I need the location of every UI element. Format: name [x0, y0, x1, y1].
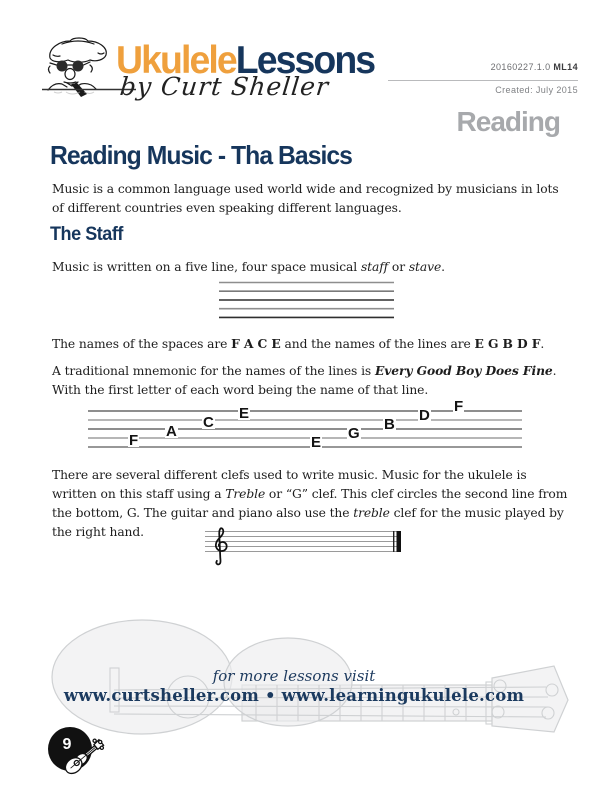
mnemonic-phrase: Every Good Boy Does Fine — [374, 363, 553, 378]
brand-title-first: Ukulele — [116, 39, 236, 82]
names-paragraph — [52, 334, 572, 354]
curtsheller-link[interactable]: www.curtsheller.com — [63, 686, 259, 705]
mnemonic-paragraph — [52, 361, 562, 400]
page-title: Reading Music - Tha Basics — [50, 140, 352, 170]
line-note-letter: E — [311, 434, 322, 451]
document-version — [491, 62, 578, 72]
text-segment: or — [388, 260, 409, 274]
staff-paragraph — [52, 258, 567, 277]
term-staff: staff — [360, 260, 389, 274]
staff-heading: The Staff — [50, 224, 123, 245]
thin-barline — [393, 531, 394, 552]
space-note-letter: A — [166, 423, 177, 440]
line-names: E G B D F — [474, 336, 541, 351]
note-names-staff-figure — [88, 398, 522, 453]
line-note-letter: B — [384, 416, 395, 433]
footer-tagline: for more lessons visit — [212, 667, 376, 685]
term-treble: Treble — [225, 487, 266, 501]
text-segment: Music is written on a five line, four space musical — [52, 260, 361, 274]
text-segment: . — [540, 337, 545, 351]
space-note-letter: E — [239, 405, 250, 422]
page-number: 9 — [62, 736, 72, 753]
intro-paragraph: Music is a common language used world wide and recognized by musicians in lots of different countries even speaking different languages. — [52, 182, 559, 215]
brand-byline: by Curt Sheller — [118, 72, 331, 101]
term-treble-lower: treble — [353, 506, 390, 520]
text-segment: There are several different clefs used to write music. Music for the ukulele is written on this staff using a — [52, 468, 527, 501]
text-segment: . With the first letter of each word being the name of that line. — [52, 364, 557, 397]
space-note-letter: C — [203, 414, 214, 431]
brand-title-second: Lessons — [235, 39, 375, 82]
text-segment: The names of the spaces are — [52, 337, 232, 351]
text-segment: A traditional mnemonic for the names of the lines is — [52, 364, 375, 378]
header-divider — [388, 80, 578, 81]
line-note-letter: F — [454, 398, 464, 415]
term-stave: stave — [408, 260, 442, 274]
final-barline — [397, 531, 402, 552]
treble-clef-staff-figure — [203, 524, 403, 570]
text-segment: . — [441, 260, 445, 274]
space-note-letter: F — [129, 432, 139, 449]
line-note-letter: D — [419, 407, 430, 424]
created-date: Created: July 2015 — [495, 85, 578, 95]
footer-links — [0, 686, 600, 705]
ukulele-doodle-icon — [58, 736, 108, 786]
empty-staff-figure — [218, 280, 395, 320]
learningukulele-link[interactable]: www.learningukulele.com — [281, 686, 525, 705]
text-segment: and the names of the lines are — [280, 337, 475, 351]
document-code: ML14 — [553, 62, 578, 72]
text-segment: clef for the music played by the right hand. — [52, 506, 564, 539]
link-separator: • — [264, 686, 276, 705]
section-label: Reading — [456, 106, 560, 137]
space-names: F A C E — [231, 336, 281, 351]
line-note-letter: G — [348, 425, 360, 442]
version-number: 20160227.1.0 — [490, 62, 551, 72]
text-segment: or “G” clef. This clef circles the second line from the bottom, G. The guitar and piano also use the — [52, 487, 568, 520]
